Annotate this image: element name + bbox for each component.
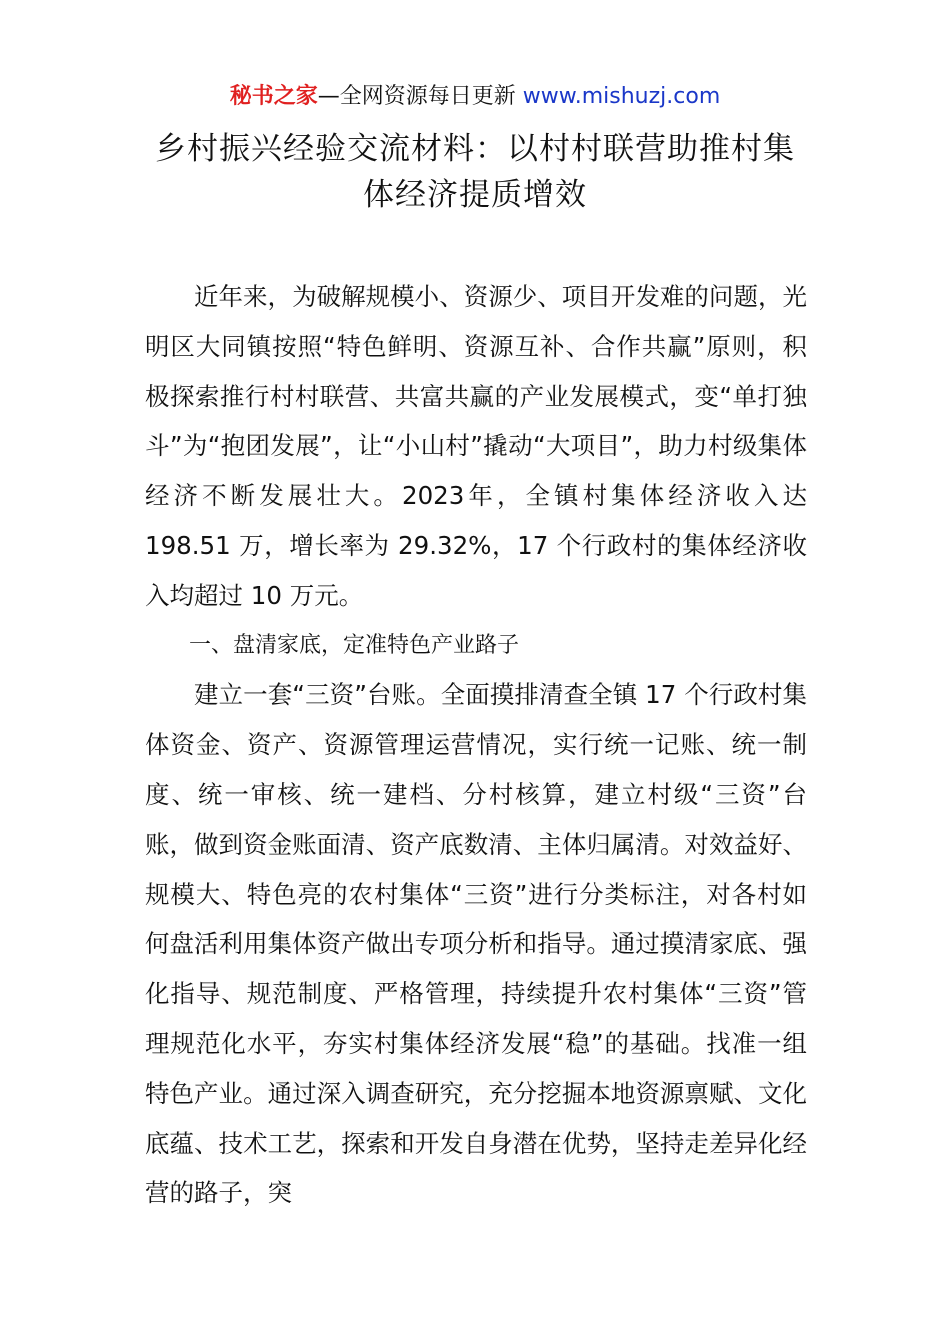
site-url-link[interactable]: www.mishuzj.com bbox=[522, 84, 721, 109]
document-body bbox=[145, 272, 807, 1218]
title-line-2: 体经济提质增效 bbox=[363, 177, 587, 213]
document-title bbox=[120, 126, 830, 218]
intro-paragraph: 近年来，为破解规模小、资源少、项目开发难的问题，光明区大同镇按照“特色鲜明、资源互补、合作共赢”原则，积极探索推行村村联营、共富共赢的产业发展模式，变“单打独斗”为“抱团发展”，让“小山村”撬动“大项目”，助力村级集体经济不断发展壮大。2023年，全镇村集体经济收入达 198.51 万，增长率为 29.32%，17 个行政村的集体经济收入均超过 10 万元。 bbox=[145, 282, 807, 610]
site-header bbox=[0, 82, 950, 112]
section-heading-1: 一、盘清家底，定准特色产业路子 bbox=[189, 632, 520, 658]
title-line-1: 乡村振兴经验交流材料：以村村联营助推村集 bbox=[155, 131, 795, 167]
brand-name: 秘书之家 bbox=[229, 84, 318, 109]
header-tagline: —全网资源每日更新 bbox=[317, 84, 523, 109]
section-1-paragraph: 建立一套“三资”台账。全面摸排清查全镇 17 个行政村集体资金、资产、资源管理运营情况，实行统一记账、统一制度、统一审核、统一建档、分村核算，建立村级“三资”台账，做到资金账面清、资产底数清、主体归属清。对效益好、规模大、特色亮的农村集体“三资”进行分类标注，对各村如何盘活利用集体资产做出专项分析和指导。通过摸清家底、强化指导、规范制度、严格管理，持续提升农村集体“三资”管理规范化水平，夯实村集体经济发展“稳”的基础。找准一组特色产业。通过深入调查研究，充分挖掘本地资源禀赋、文化底蕴、技术工艺，探索和开发自身潜在优势，坚持走差异化经营的路子，突 bbox=[145, 680, 807, 1208]
